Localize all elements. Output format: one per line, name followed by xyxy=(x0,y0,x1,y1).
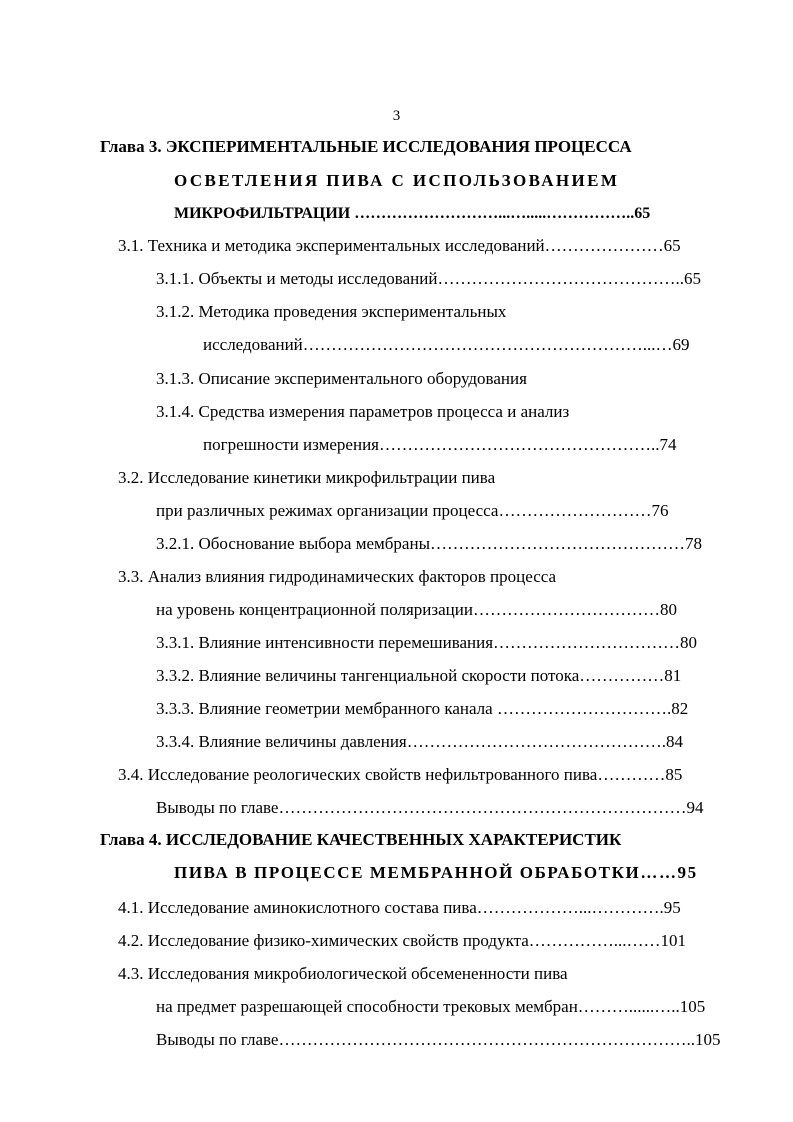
toc-entry-3-1-3: 3.1.3. Описание экспериментального оборудования xyxy=(156,369,527,388)
toc-entry-3-1-4: 3.1.4. Средства измерения параметров процесса и анализ xyxy=(156,402,570,421)
toc-entry-4-1: 4.1. Исследование аминокислотного состава пива………………...………….95 xyxy=(118,898,681,917)
toc-chapter-3-title: Глава 3. ЭКСПЕРИМЕНТАЛЬНЫЕ ИССЛЕДОВАНИЯ ПРОЦЕССА xyxy=(100,137,632,156)
toc-entry-3-3-2: 3.3.2. Влияние величины тангенциальной скорости потока……………81 xyxy=(156,666,682,685)
toc-entry-chapter-4-conclusions: Выводы по главе………………………………………………………………..105 xyxy=(156,1030,721,1049)
toc-chapter-3-title-cont: ОСВЕТЛЕНИЯ ПИВА С ИСПОЛЬЗОВАНИЕМ xyxy=(174,171,620,190)
toc-entry-3-3-4: 3.3.4. Влияние величины давления……………………………………….84 xyxy=(156,732,683,751)
toc-chapter-3-title-end: МИКРОФИЛЬТРАЦИИ ………………………...….....……………..65 xyxy=(174,205,651,222)
toc-entry-3-1: 3.1. Техника и методика экспериментальных исследований…………………65 xyxy=(118,236,681,255)
toc-entry-3-2-cont: при различных режимах организации процесса………………………76 xyxy=(156,501,669,520)
toc-chapter-4-title: Глава 4. ИССЛЕДОВАНИЕ КАЧЕСТВЕННЫХ ХАРАКТЕРИСТИК xyxy=(100,830,622,849)
toc-entry-3-1-2-cont: исследований……………………………………………………...…69 xyxy=(203,335,690,354)
toc-entry-4-3: 4.3. Исследования микробиологической обсемененности пива xyxy=(118,964,568,983)
toc-entry-3-3: 3.3. Анализ влияния гидродинамических факторов процесса xyxy=(118,567,557,586)
toc-entry-chapter-3-conclusions: Выводы по главе………………………………………………………………94 xyxy=(156,798,704,817)
toc-entry-3-3-3: 3.3.3. Влияние геометрии мембранного канала ………………………….82 xyxy=(156,699,689,718)
toc-chapter-4-title-cont: ПИВА В ПРОЦЕССЕ МЕМБРАННОЙ ОБРАБОТКИ……95 xyxy=(174,863,698,882)
toc-entry-3-3-cont: на уровень концентрационной поляризации……………………………80 xyxy=(156,600,677,619)
toc-entry-3-2: 3.2. Исследование кинетики микрофильтрации пива xyxy=(118,468,496,487)
toc-entry-3-3-1: 3.3.1. Влияние интенсивности перемешивания……………………………80 xyxy=(156,633,698,652)
page-number: 3 xyxy=(392,108,401,124)
toc-entry-3-1-4-cont: погрешности измерения…………………………………………..74 xyxy=(203,435,677,454)
toc-entry-3-2-1: 3.2.1. Обоснование выбора мембраны………………………………………78 xyxy=(156,534,703,553)
toc-entry-4-3-cont: на предмет разрешающей способности трековых мембран………......…..105 xyxy=(156,997,706,1016)
toc-entry-4-2: 4.2. Исследование физико-химических свойств продукта……………...……101 xyxy=(118,931,687,950)
toc-entry-3-1-1: 3.1.1. Объекты и методы исследований……………………………………..65 xyxy=(156,269,701,288)
toc-entry-3-1-2: 3.1.2. Методика проведения экспериментальных xyxy=(156,302,507,321)
toc-entry-3-4: 3.4. Исследование реологических свойств нефильтрованного пива…………85 xyxy=(118,765,683,784)
